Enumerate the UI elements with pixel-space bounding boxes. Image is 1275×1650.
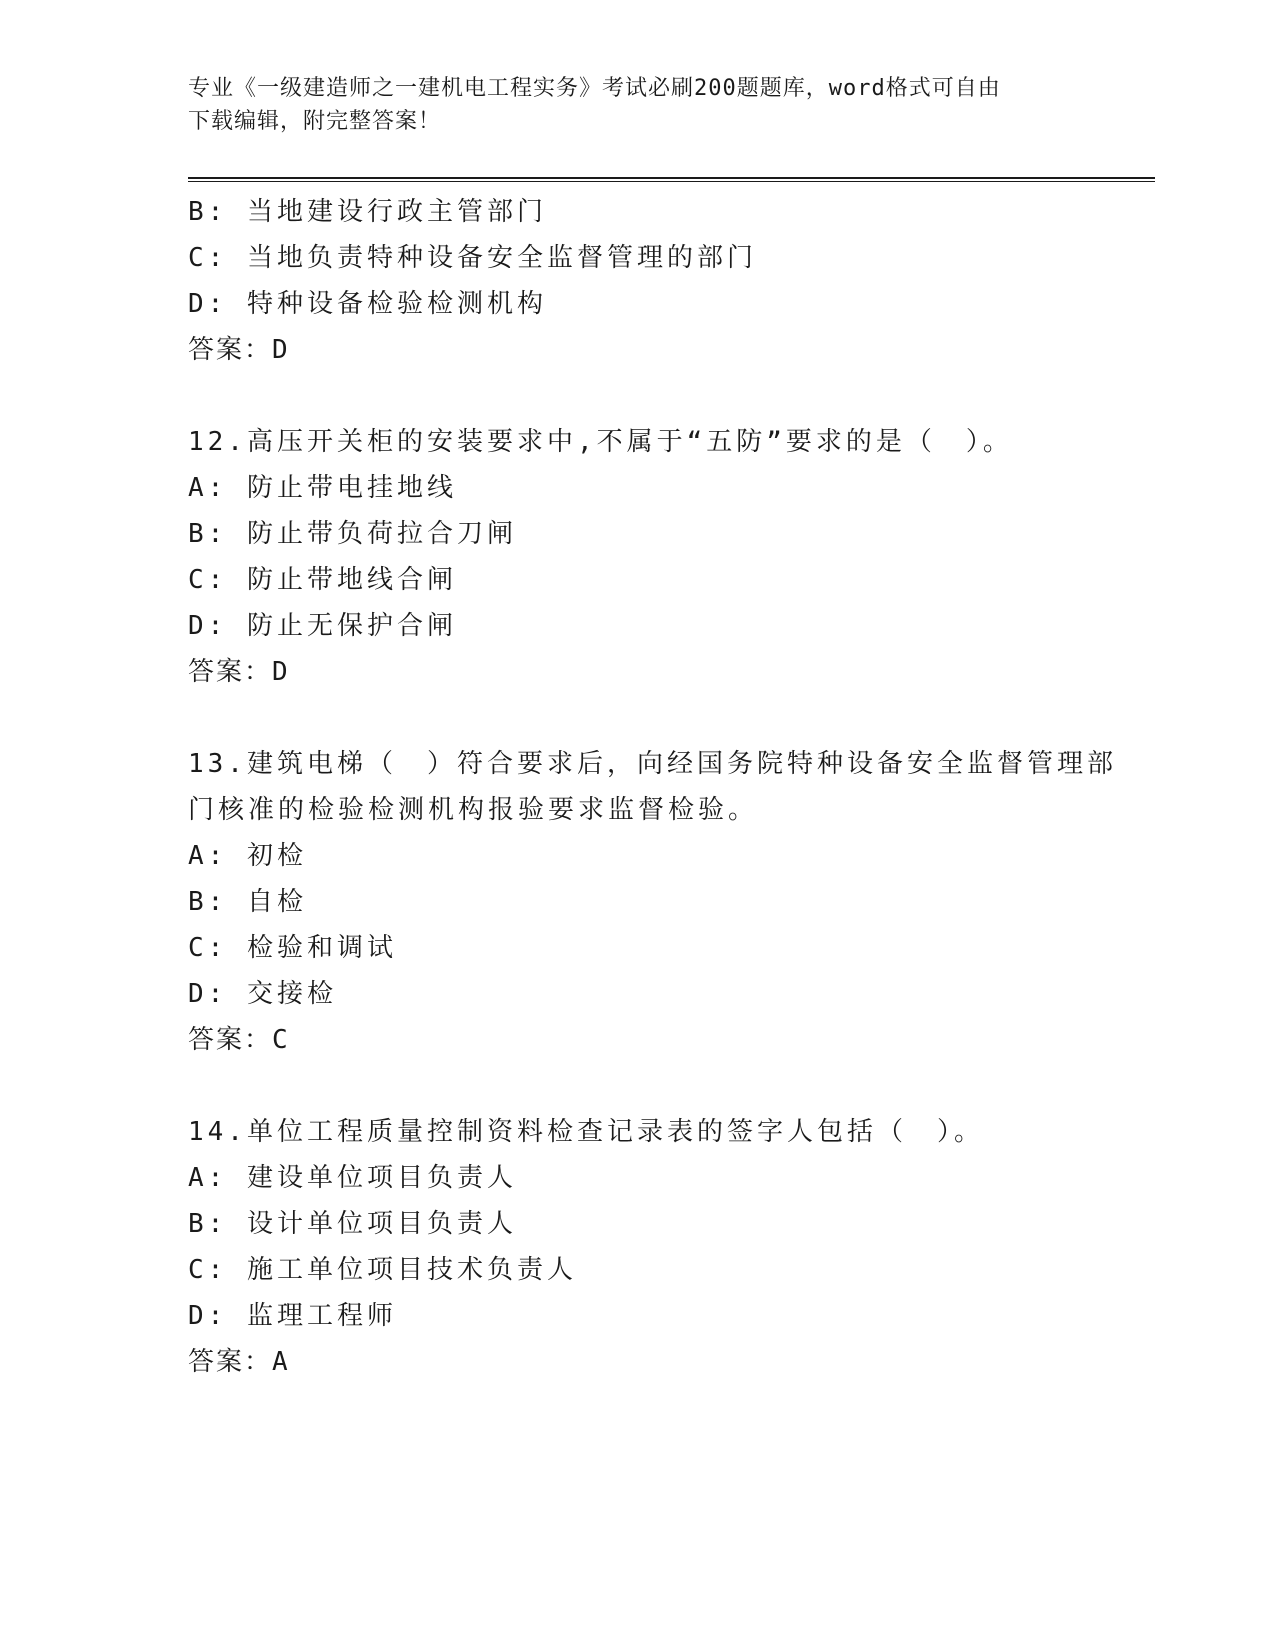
option-b: B: 自检 — [188, 887, 307, 917]
option-c: C: 防止带地线合闸 — [188, 565, 457, 595]
spacer — [188, 695, 1088, 741]
question-stem-line-2: 门核准的检验检测机构报验要求监督检验。 — [188, 795, 759, 825]
header-line-2: 下载编辑，附完整答案！ — [188, 109, 442, 134]
option-a: A: 初检 — [188, 841, 307, 871]
question-11-tail — [188, 189, 1088, 373]
question-stem: 12.高压开关柜的安装要求中,不属于“五防”要求的是（ ）。 — [188, 427, 1013, 457]
option-d: D: 交接检 — [188, 979, 337, 1009]
header-divider — [188, 177, 1155, 182]
option-b: B: 设计单位项目负责人 — [188, 1209, 517, 1239]
spacer — [188, 373, 1088, 419]
option-a: A: 防止带电挂地线 — [188, 473, 457, 503]
option-c: C: 当地负责特种设备安全监督管理的部门 — [188, 243, 757, 273]
spacer — [188, 1063, 1088, 1109]
option-b: B: 防止带负荷拉合刀闸 — [188, 519, 517, 549]
option-b: B: 当地建设行政主管部门 — [188, 197, 547, 227]
option-a: A: 建设单位项目负责人 — [188, 1163, 517, 1193]
option-c: C: 施工单位项目技术负责人 — [188, 1255, 577, 1285]
answer: 答案：C — [188, 1025, 290, 1055]
answer: 答案：D — [188, 335, 290, 365]
document-header — [188, 72, 1088, 138]
option-c: C: 检验和调试 — [188, 933, 397, 963]
option-d: D: 防止无保护合闸 — [188, 611, 457, 641]
question-14 — [188, 1109, 1088, 1385]
question-12 — [188, 419, 1088, 695]
option-d: D: 特种设备检验检测机构 — [188, 289, 547, 319]
header-line-1: 专业《一级建造师之一建机电工程实务》考试必刷200题题库，word格式可自由 — [188, 76, 1001, 101]
option-d: D: 监理工程师 — [188, 1301, 397, 1331]
question-stem: 14.单位工程质量控制资料检查记录表的签字人包括（ ）。 — [188, 1117, 984, 1147]
answer: 答案：D — [188, 657, 290, 687]
question-stem-line-1: 13.建筑电梯（ ）符合要求后，向经国务院特种设备安全监督管理部 — [188, 749, 1117, 779]
question-list — [188, 189, 1117, 1385]
question-13 — [188, 741, 1117, 1063]
answer: 答案：A — [188, 1347, 290, 1377]
